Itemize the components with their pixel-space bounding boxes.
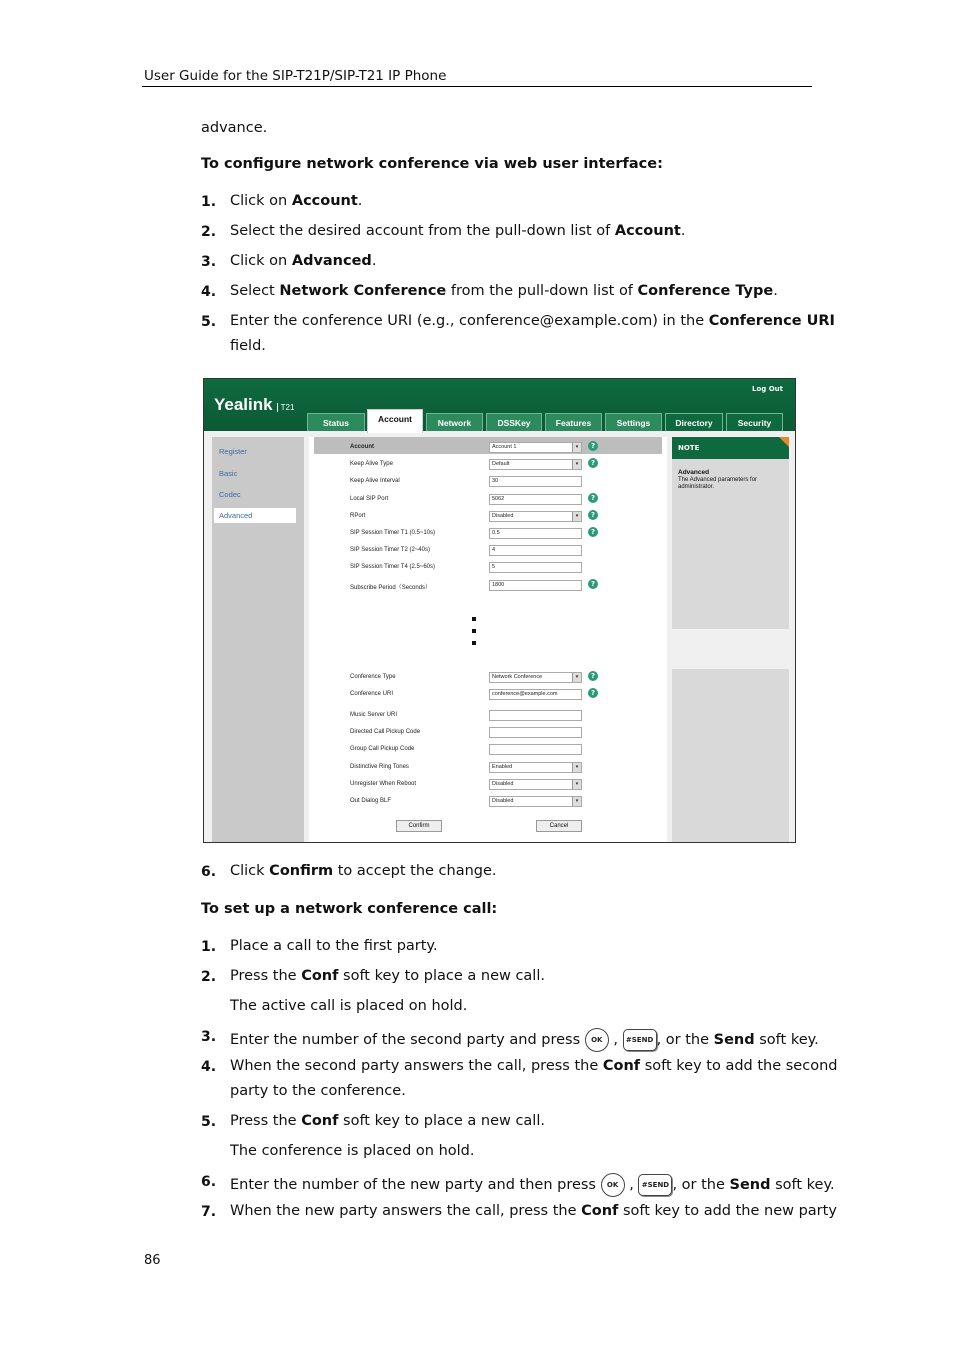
step-text: Enter the number of the second party and press OK , #SEND , or the Send soft key. xyxy=(230,1028,819,1052)
setting-input[interactable] xyxy=(489,744,582,755)
setting-input[interactable] xyxy=(489,476,582,487)
confirm-button[interactable]: Confirm xyxy=(396,820,442,832)
help-icon[interactable]: ? xyxy=(588,527,598,537)
step-text: Place a call to the first party. xyxy=(230,938,438,954)
note-panel xyxy=(672,437,789,629)
setting-label: Music Server URI xyxy=(350,712,398,718)
setting-value: Disabled xyxy=(492,780,514,787)
intro-text: advance. xyxy=(201,120,268,136)
sidebar-item-advanced[interactable]: Advanced xyxy=(219,511,253,520)
dropdown-arrow-icon[interactable]: ▾ xyxy=(572,512,581,521)
web-ui-screenshot xyxy=(203,378,796,843)
tab-settings[interactable]: Settings xyxy=(605,413,662,431)
setting-label: SIP Session Timer T1 (0.5~10s) xyxy=(350,530,435,536)
setting-dropdown[interactable] xyxy=(489,511,582,522)
setting-label: Directed Call Pickup Code xyxy=(350,729,421,736)
sidebar-item-register[interactable]: Register xyxy=(219,447,247,456)
step-number: 6. xyxy=(201,1174,217,1190)
step-number: 2. xyxy=(201,224,217,240)
ellipsis-dot xyxy=(472,641,476,645)
setting-input[interactable] xyxy=(489,528,582,539)
help-icon[interactable]: ? xyxy=(588,510,598,520)
setting-label: Unregister When Reboot xyxy=(350,780,417,787)
setting-value: Account 1 xyxy=(492,444,517,450)
setting-value: Disabled xyxy=(492,512,514,519)
setting-label: RPort xyxy=(350,512,366,519)
step-text: Click Confirm to accept the change. xyxy=(230,863,497,879)
setting-label: Out Dialog BLF xyxy=(350,798,392,804)
setting-label: Local SIP Port xyxy=(350,495,389,502)
dropdown-arrow-icon[interactable]: ▾ xyxy=(572,673,581,682)
cancel-button[interactable]: Cancel xyxy=(536,820,582,832)
help-icon[interactable]: ? xyxy=(588,579,598,589)
note-corner-decoration xyxy=(779,437,789,447)
setting-value: 1800 xyxy=(492,581,505,588)
step-text: Select Network Conference from the pull-down list of Conference Type. xyxy=(230,283,778,299)
step-text: Click on Advanced. xyxy=(230,253,377,269)
step-note: The conference is placed on hold. xyxy=(230,1143,475,1159)
setting-label: SIP Session Timer T2 (2~40s) xyxy=(350,547,430,554)
setting-dropdown[interactable] xyxy=(489,459,582,470)
logout-link[interactable]: Log Out xyxy=(752,385,783,393)
page-number: 86 xyxy=(144,1253,161,1268)
step-text-continued: party to the conference. xyxy=(230,1083,406,1099)
note-header: NOTE xyxy=(672,437,789,459)
ok-key-icon: OK xyxy=(601,1173,625,1197)
step-text: When the new party answers the call, press the Conf soft key to add the new party xyxy=(230,1203,837,1219)
ellipsis-dot xyxy=(472,629,476,633)
setting-label: Group Call Pickup Code xyxy=(350,746,415,753)
dropdown-arrow-icon[interactable]: ▾ xyxy=(572,780,581,789)
setting-input[interactable] xyxy=(489,562,582,573)
note-title: Advanced xyxy=(678,469,710,476)
step-number: 4. xyxy=(201,284,217,300)
setting-dropdown[interactable] xyxy=(489,672,582,683)
tab-directory[interactable]: Directory xyxy=(665,413,723,431)
setting-value: Disabled xyxy=(492,798,514,804)
setting-value: conference@example.com xyxy=(492,691,558,698)
step-text: Select the desired account from the pull-down list of Account. xyxy=(230,223,686,239)
tab-account[interactable]: Account xyxy=(367,409,423,433)
setting-label: Keep Alive Type xyxy=(350,461,393,468)
sidebar-item-basic[interactable]: Basic xyxy=(219,469,238,478)
setting-dropdown[interactable] xyxy=(489,442,582,453)
dropdown-arrow-icon[interactable]: ▾ xyxy=(572,460,581,469)
setting-input[interactable] xyxy=(489,710,582,721)
setting-input[interactable] xyxy=(489,689,582,700)
dropdown-arrow-icon[interactable]: ▾ xyxy=(572,797,581,806)
setting-value: 4 xyxy=(492,547,496,554)
setting-label: Conference Type xyxy=(350,674,396,680)
setting-value: 30 xyxy=(492,478,499,485)
step-number: 5. xyxy=(201,1114,217,1130)
setting-label: SIP Session Timer T4 (2.5~60s) xyxy=(350,564,435,571)
step-number: 6. xyxy=(201,864,217,880)
section-heading-setup: To set up a network conference call: xyxy=(201,901,498,917)
setting-input[interactable] xyxy=(489,545,582,556)
setting-label: Distinctive Ring Tones xyxy=(350,763,409,770)
setting-value: 5 xyxy=(492,564,496,571)
step-text: Enter the conference URI (e.g., conference@example.com) in the Conference URI xyxy=(230,313,835,329)
ok-key-icon: OK xyxy=(585,1028,609,1052)
setting-dropdown[interactable] xyxy=(489,796,582,807)
setting-input[interactable] xyxy=(489,580,582,591)
step-text: Press the Conf soft key to place a new call. xyxy=(230,968,545,984)
step-number: 1. xyxy=(201,939,217,955)
send-key-icon: #SEND xyxy=(623,1029,657,1051)
setting-dropdown[interactable] xyxy=(489,762,582,773)
step-text: Enter the number of the new party and then press OK , #SEND , or the Send soft key. xyxy=(230,1173,835,1197)
setting-value: Network Conference xyxy=(492,674,543,680)
section-heading-configure: To configure network conference via web user interface: xyxy=(201,156,663,172)
tab-status[interactable]: Status xyxy=(307,413,365,431)
header-rule xyxy=(142,86,812,87)
sidebar-item-codec[interactable]: Codec xyxy=(219,490,241,499)
step-text-continued: field. xyxy=(230,338,266,354)
step-text: When the second party answers the call, press the Conf soft key to add the second xyxy=(230,1058,838,1074)
setting-label: Conference URI xyxy=(350,691,394,698)
help-icon[interactable]: ? xyxy=(588,458,598,468)
setting-value: 5062 xyxy=(492,495,505,502)
dropdown-arrow-icon[interactable]: ▾ xyxy=(572,443,581,452)
step-text: Click on Account. xyxy=(230,193,363,209)
help-icon[interactable]: ? xyxy=(588,441,598,451)
step-text: Press the Conf soft key to place a new call. xyxy=(230,1113,545,1129)
tab-security[interactable]: Security xyxy=(726,413,783,431)
step-number: 1. xyxy=(201,194,217,210)
help-icon[interactable]: ? xyxy=(588,493,598,503)
ellipsis-dot xyxy=(472,617,476,621)
step-number: 4. xyxy=(201,1059,217,1075)
setting-dropdown[interactable] xyxy=(489,779,582,790)
setting-input[interactable] xyxy=(489,494,582,505)
step-number: 7. xyxy=(201,1204,217,1220)
setting-label: Subscribe Period（Seconds） xyxy=(350,584,432,591)
help-icon[interactable]: ? xyxy=(588,671,598,681)
setting-input[interactable] xyxy=(489,727,582,738)
tab-network[interactable]: Network xyxy=(426,413,483,431)
step-note: The active call is placed on hold. xyxy=(230,998,468,1014)
step-number: 3. xyxy=(201,1029,217,1045)
setting-value: Default xyxy=(492,461,510,468)
running-header: User Guide for the SIP-T21P/SIP-T21 IP Phone xyxy=(144,68,447,84)
dropdown-arrow-icon[interactable]: ▾ xyxy=(572,763,581,772)
note-body: The Advanced parameters for administrator. xyxy=(678,477,758,490)
step-number: 3. xyxy=(201,254,217,270)
setting-label: Account xyxy=(350,444,374,450)
help-icon[interactable]: ? xyxy=(588,688,598,698)
note-panel-lower xyxy=(672,669,789,842)
setting-value: 0.5 xyxy=(492,530,500,536)
step-number: 5. xyxy=(201,314,217,330)
setting-value: Enabled xyxy=(492,763,513,770)
tab-dsskey[interactable]: DSSKey xyxy=(486,413,542,431)
tab-features[interactable]: Features xyxy=(545,413,602,431)
setting-label: Keep Alive Interval xyxy=(350,478,400,485)
yealink-logo: Yealink T21 xyxy=(214,395,295,414)
send-key-icon: #SEND xyxy=(638,1174,672,1196)
step-number: 2. xyxy=(201,969,217,985)
